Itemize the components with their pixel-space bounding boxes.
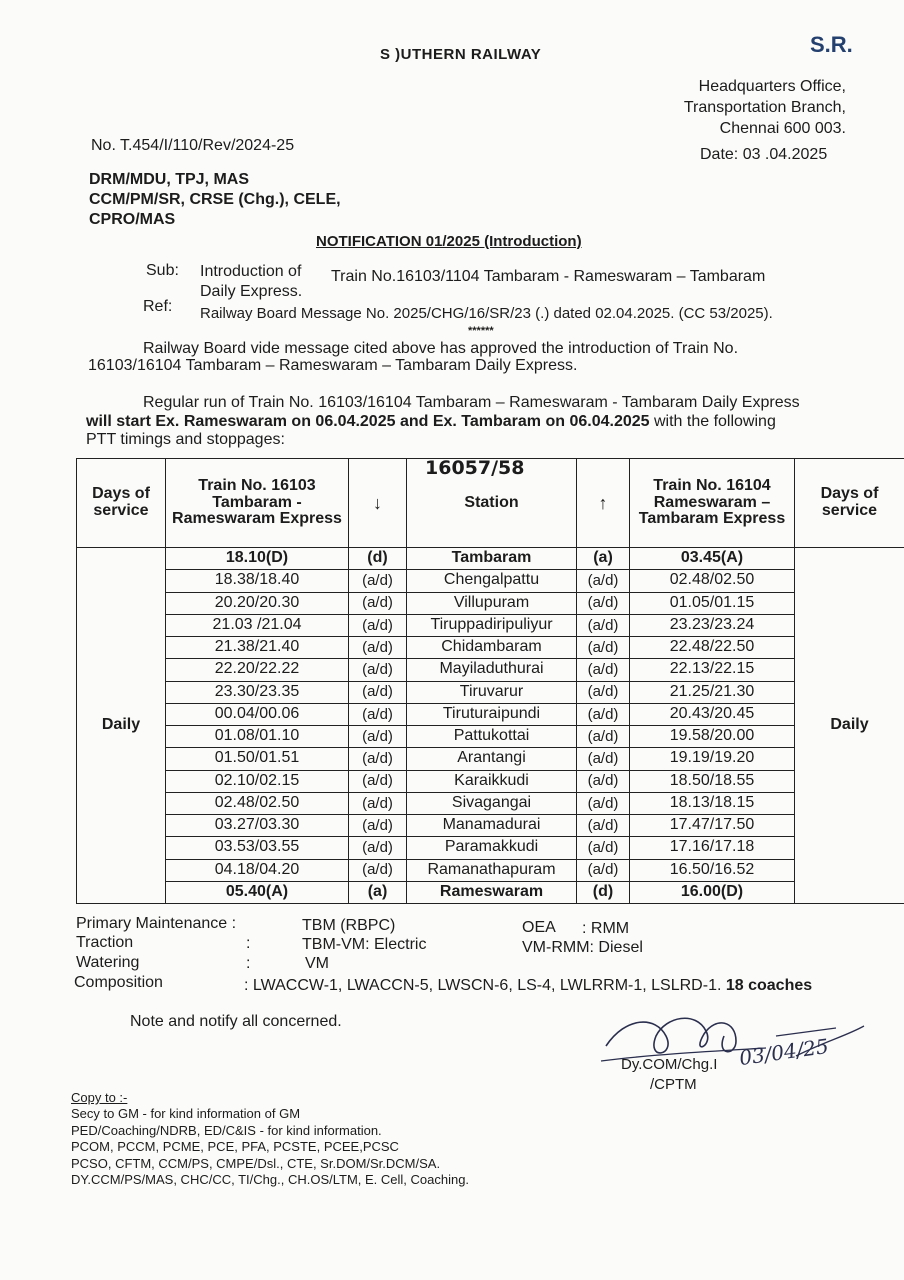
up-code: (d) (577, 881, 630, 903)
down-code: (a/d) (349, 726, 407, 748)
days-left-cell: Daily (77, 548, 166, 904)
up-time: 03.45(A) (630, 548, 795, 570)
para2-rest: with the following (649, 413, 776, 430)
down-time: 18.10(D) (166, 548, 349, 570)
up-time: 23.23/23.24 (630, 614, 795, 636)
separator-stars: ****** (468, 325, 494, 337)
down-code: (a/d) (349, 659, 407, 681)
days-right-cell: Daily (795, 548, 904, 904)
down-code: (a/d) (349, 837, 407, 859)
down-code: (a/d) (349, 681, 407, 703)
watering-value: VM (305, 955, 329, 972)
station-name: Tambaram (407, 548, 577, 570)
up-time: 02.48/02.50 (630, 570, 795, 592)
down-code: (a/d) (349, 570, 407, 592)
handwritten-train-number: 16057/58 (425, 457, 525, 479)
sub-text-1: Introduction of (200, 263, 302, 280)
station-name: Pattukottai (407, 726, 577, 748)
down-code: (a/d) (349, 815, 407, 837)
station-name: Manamadurai (407, 815, 577, 837)
copy-to-title: Copy to :- (71, 1090, 128, 1105)
up-code: (a/d) (577, 770, 630, 792)
up-code: (a) (577, 548, 630, 570)
para1-line1: Railway Board vide message cited above has approved the introduction of Train No. (143, 340, 739, 357)
up-time: 16.50/16.52 (630, 859, 795, 881)
header-station: Station (464, 493, 519, 511)
header-days-left: Days of service (77, 459, 166, 548)
up-code: (a/d) (577, 592, 630, 614)
station-name: Arantangi (407, 748, 577, 770)
down-time: 18.38/18.40 (166, 570, 349, 592)
copy-to-line: PCSO, CFTM, CCM/PS, CMPE/Dsl., CTE, Sr.DOM/Sr.DCM/SA. (71, 1155, 441, 1171)
sub-text-2: Train No.16103/1104 Tambaram - Rameswaram – Tambaram (331, 268, 766, 285)
down-time: 02.48/02.50 (166, 792, 349, 814)
up-code: (a/d) (577, 637, 630, 659)
down-time: 23.30/23.35 (166, 681, 349, 703)
down-time: 22.20/22.22 (166, 659, 349, 681)
down-code: (a/d) (349, 748, 407, 770)
header-days-right: Days of service (795, 459, 904, 548)
copy-to-list (71, 1106, 469, 1189)
up-time: 22.48/22.50 (630, 637, 795, 659)
notification-title: NOTIFICATION 01/2025 (Introduction) (316, 233, 582, 250)
signatory-designation-2: /CPTM (650, 1076, 697, 1093)
office-line: Headquarters Office, (698, 78, 846, 95)
office-line: Transportation Branch, (683, 99, 846, 116)
addressee-line: CPRO/MAS (89, 211, 176, 228)
office-line: Chennai 600 003. (719, 120, 846, 137)
arrow-down-icon: ↓ (349, 459, 407, 548)
up-code: (a/d) (577, 815, 630, 837)
up-time: 20.43/20.45 (630, 703, 795, 725)
ref-text: Railway Board Message No. 2025/CHG/16/SR/23 (.) dated 02.04.2025. (CC 53/2025). (200, 305, 773, 322)
station-name: Chidambaram (407, 637, 577, 659)
up-time: 18.13/18.15 (630, 792, 795, 814)
up-code: (a/d) (577, 570, 630, 592)
copy-to-line: PCOM, PCCM, PCME, PCE, PFA, PCSTE, PCEE,PCSC (71, 1139, 399, 1154)
vm-rmm: VM-RMM: Diesel (522, 939, 643, 956)
up-code: (a/d) (577, 859, 630, 881)
para1-line2: 16103/16104 Tambaram – Rameswaram – Tambaram Daily Express. (88, 357, 578, 374)
up-time: 22.13/22.15 (630, 659, 795, 681)
header-station-cell (407, 459, 577, 548)
copy-to-line: DY.CCM/PS/MAS, CHC/CC, TI/Chg., CH.OS/LTM, E. Cell, Coaching. (71, 1172, 470, 1187)
watering-label: Watering (76, 954, 140, 971)
station-name: Mayiladuthurai (407, 659, 577, 681)
sr-code: S.R. (810, 32, 853, 57)
arrow-up-icon: ↑ (577, 459, 630, 548)
sub-text-3: Daily Express. (200, 283, 303, 300)
primary-maintenance-value: TBM (RBPC) (302, 917, 396, 934)
up-time: 19.58/20.00 (630, 726, 795, 748)
para2-line2 (86, 413, 776, 431)
composition-value (244, 977, 812, 995)
primary-maintenance-label: Primary Maintenance : (76, 915, 237, 932)
down-time: 03.27/03.30 (166, 815, 349, 837)
up-code: (a/d) (577, 681, 630, 703)
traction-label: Traction (76, 934, 134, 951)
down-code: (a/d) (349, 592, 407, 614)
up-time: 01.05/01.15 (630, 592, 795, 614)
down-code: (a/d) (349, 637, 407, 659)
up-time: 19.19/19.20 (630, 748, 795, 770)
station-name: Rameswaram (407, 881, 577, 903)
up-time: 21.25/21.30 (630, 681, 795, 703)
org-name: S )UTHERN RAILWAY (380, 46, 542, 63)
copy-to-line: PED/Coaching/NDRB, ED/C&IS - for kind information. (71, 1122, 382, 1138)
traction-colon: : (246, 935, 251, 952)
up-time: 17.16/17.18 (630, 837, 795, 859)
para2-line1: Regular run of Train No. 16103/16104 Tambaram – Rameswaram - Tambaram Daily Express (143, 394, 800, 411)
station-name: Chengalpattu (407, 570, 577, 592)
traction-value: TBM-VM: Electric (302, 936, 427, 953)
down-code: (a/d) (349, 859, 407, 881)
para2-bold: will start Ex. Rameswaram on 06.04.2025 and Ex. Tambaram on 06.04.2025 (86, 413, 650, 430)
addressees (89, 170, 341, 230)
down-time: 03.53/03.55 (166, 837, 349, 859)
note-text: Note and notify all concerned. (130, 1013, 342, 1030)
header-train-up: Train No. 16104 Rameswaram – Tambaram Express (630, 459, 795, 548)
down-code: (d) (349, 548, 407, 570)
down-time: 01.08/01.10 (166, 726, 349, 748)
station-name: Tiruturaipundi (407, 703, 577, 725)
down-time: 20.20/20.30 (166, 592, 349, 614)
down-time: 04.18/04.20 (166, 859, 349, 881)
up-time: 18.50/18.55 (630, 770, 795, 792)
down-code: (a/d) (349, 770, 407, 792)
up-code: (a/d) (577, 703, 630, 725)
header-train-down: Train No. 16103 Tambaram - Rameswaram Express (166, 459, 349, 548)
station-name: Tiruppadiripuliyur (407, 614, 577, 636)
up-code: (a/d) (577, 792, 630, 814)
coach-count: 18 coaches (725, 977, 813, 994)
up-time: 17.47/17.50 (630, 815, 795, 837)
oea-label: OEA (522, 919, 556, 936)
composition-label: Composition (74, 974, 163, 991)
down-code: (a/d) (349, 792, 407, 814)
station-name: Tiruvarur (407, 681, 577, 703)
down-time: 05.40(A) (166, 881, 349, 903)
down-code: (a/d) (349, 614, 407, 636)
reference-number: No. T.454/I/110/Rev/2024-25 (91, 137, 295, 154)
document-date: Date: 03 .04.2025 (700, 146, 828, 163)
watering-colon: : (246, 955, 251, 972)
down-time: 00.04/00.06 (166, 703, 349, 725)
signature-date: 03/04/25 (737, 1033, 831, 1071)
copy-to-line: Secy to GM - for kind information of GM (71, 1106, 301, 1121)
timetable (76, 458, 904, 904)
up-code: (a/d) (577, 726, 630, 748)
addressee-line: DRM/MDU, TPJ, MAS (89, 171, 249, 188)
down-time: 21.03 /21.04 (166, 614, 349, 636)
down-time: 02.10/02.15 (166, 770, 349, 792)
station-name: Ramanathapuram (407, 859, 577, 881)
down-time: 21.38/21.40 (166, 637, 349, 659)
oea-value: : RMM (582, 920, 630, 937)
up-code: (a/d) (577, 659, 630, 681)
station-name: Sivagangai (407, 792, 577, 814)
composition-list: : LWACCW-1, LWACCN-5, LWSCN-6, LS-4, LWLRRM-1, LSLRD-1. (244, 977, 722, 994)
up-code: (a/d) (577, 837, 630, 859)
station-name: Paramakkudi (407, 837, 577, 859)
station-name: Karaikkudi (407, 770, 577, 792)
up-code: (a/d) (577, 614, 630, 636)
para2-line3: PTT timings and stoppages: (86, 431, 285, 448)
down-code: (a) (349, 881, 407, 903)
station-name: Villupuram (407, 592, 577, 614)
down-code: (a/d) (349, 703, 407, 725)
ref-label: Ref: (143, 298, 173, 315)
signatory-designation: Dy.COM/Chg.I (621, 1056, 718, 1073)
up-time: 16.00(D) (630, 881, 795, 903)
down-time: 01.50/01.51 (166, 748, 349, 770)
addressee-line: CCM/PM/SR, CRSE (Chg.), CELE, (89, 191, 341, 208)
sub-label: Sub: (146, 262, 179, 279)
office-address (684, 76, 846, 139)
up-code: (a/d) (577, 748, 630, 770)
